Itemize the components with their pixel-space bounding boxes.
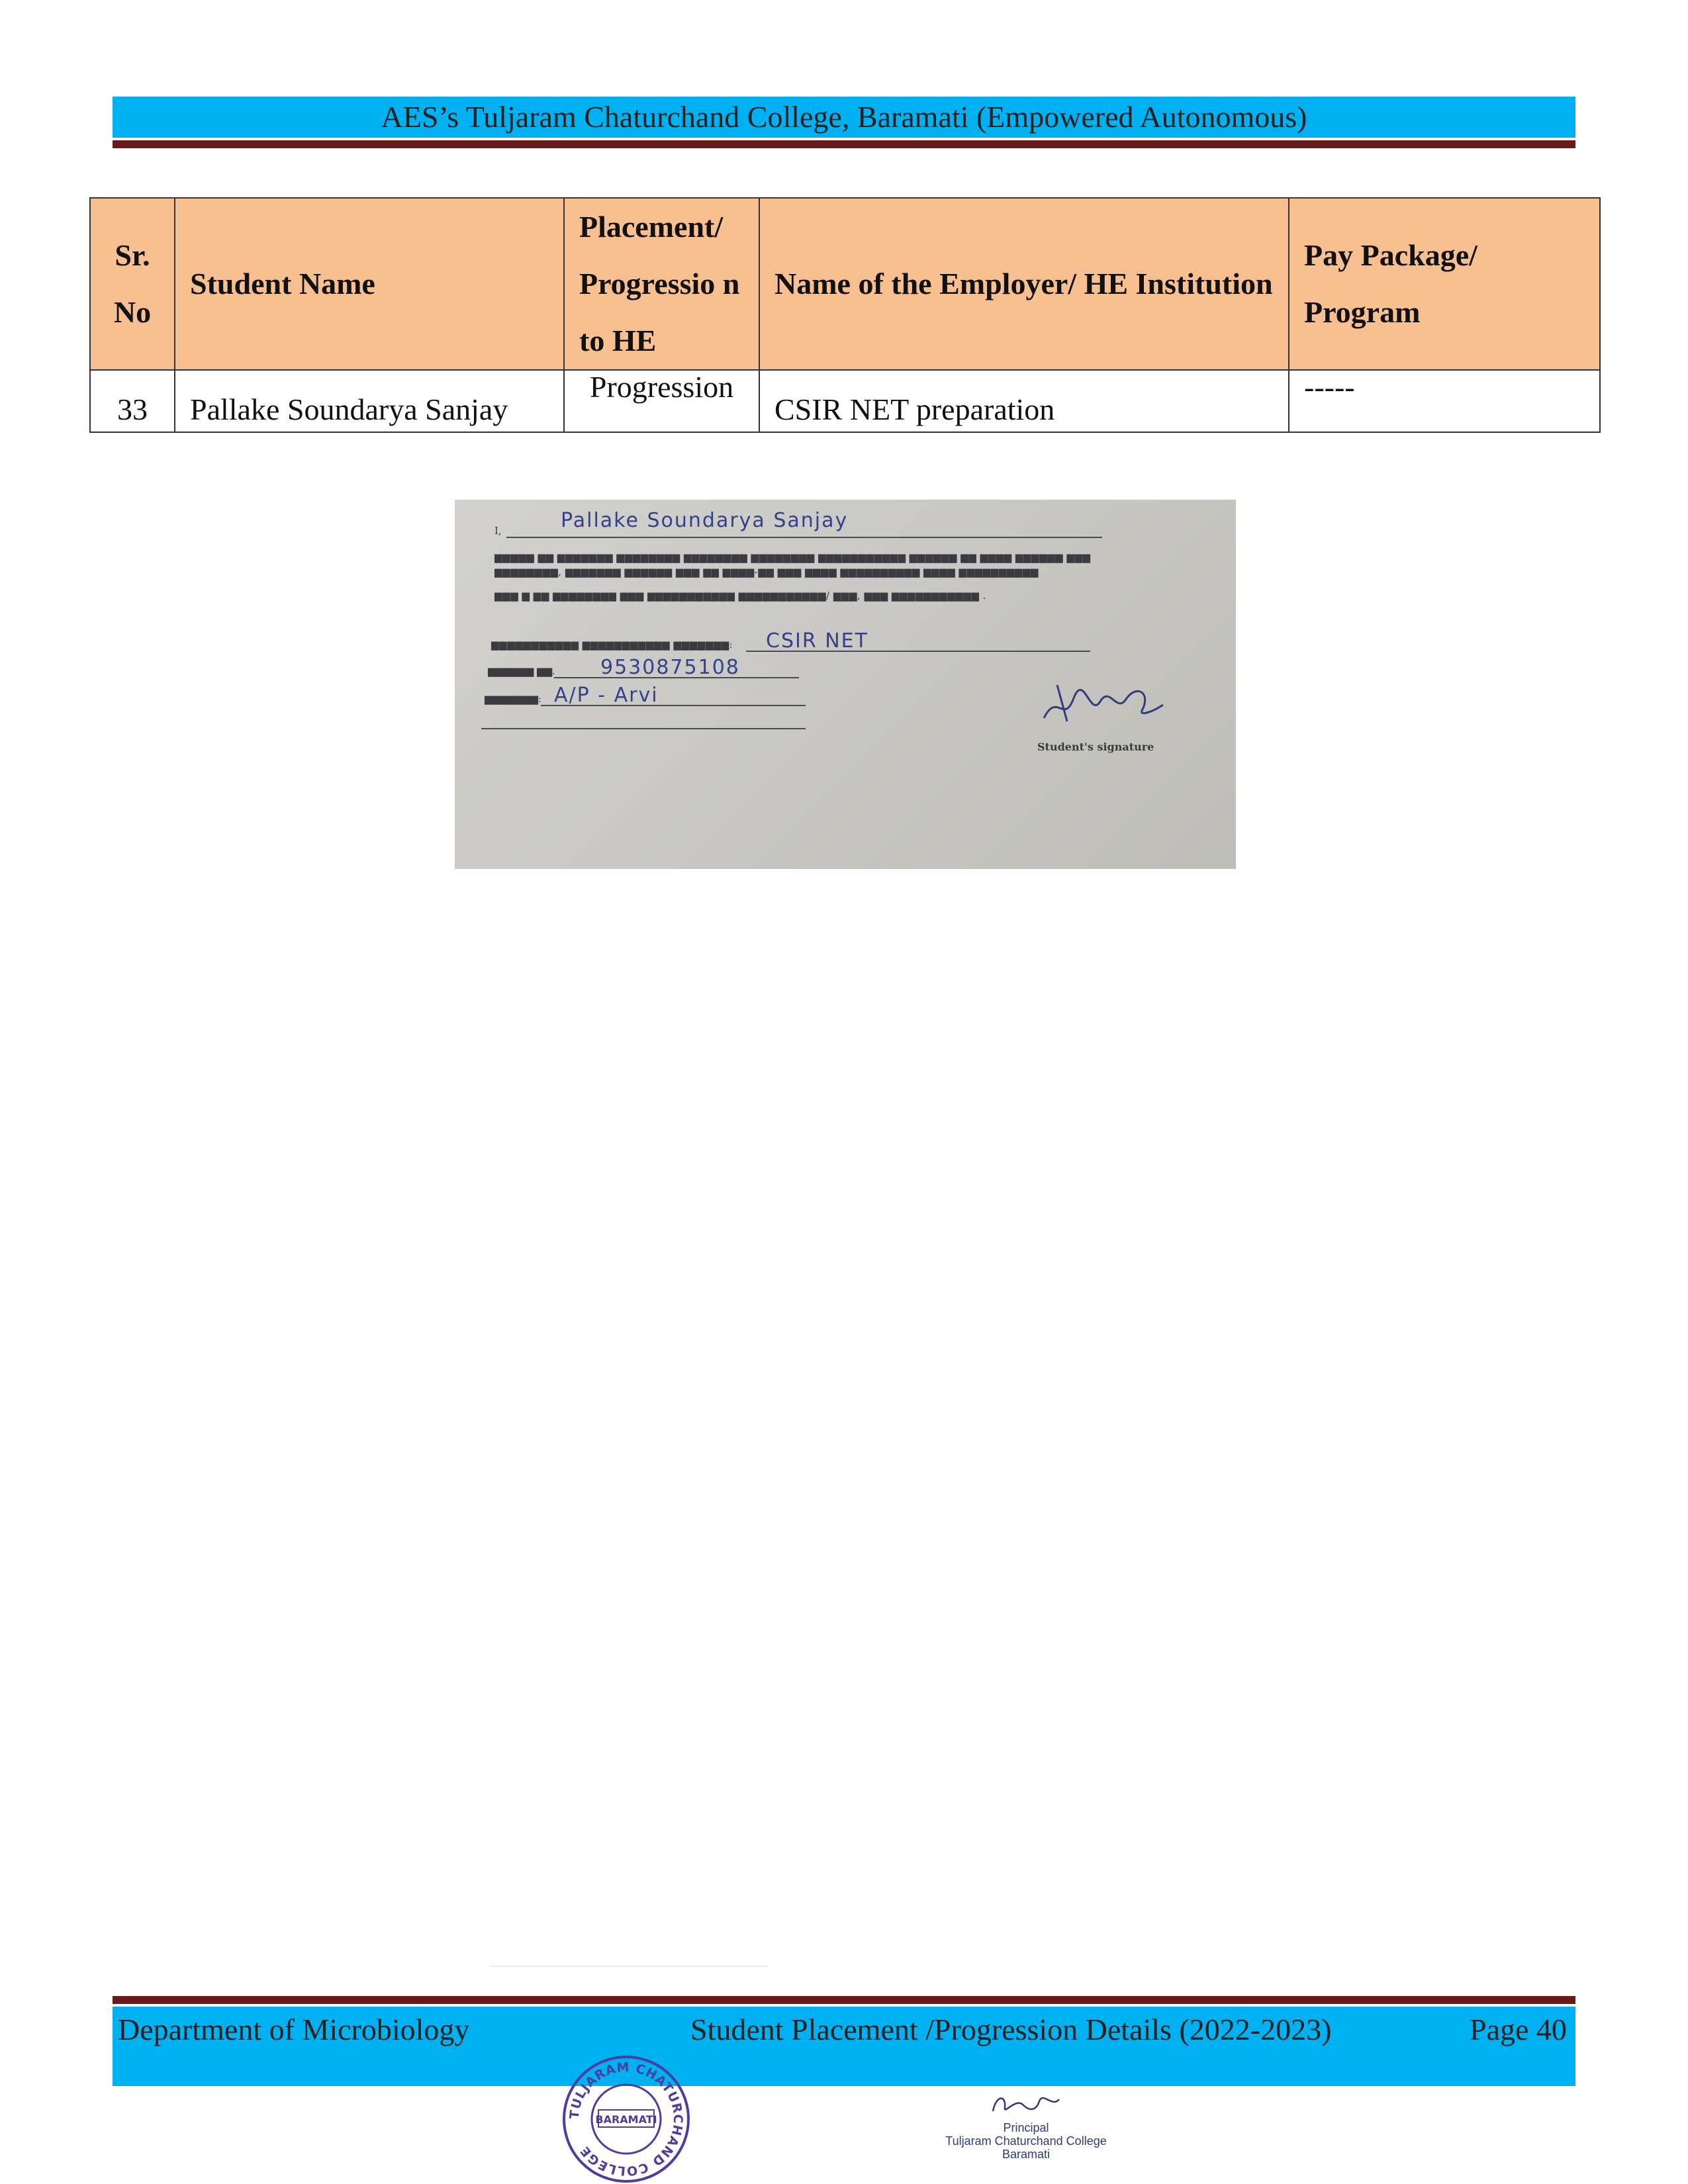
- scan-exam: CSIR NET: [766, 629, 868, 653]
- footer-department: Department of Microbiology: [118, 2013, 470, 2046]
- faint-divider: [490, 1966, 768, 1967]
- student-signature-icon: [1037, 672, 1170, 731]
- principal-title: Principal: [1003, 2121, 1049, 2134]
- stamp-ring-text: TULJARAM CHATURCHAND COLLEGE: [567, 2060, 686, 2179]
- table-header-row: [90, 198, 1600, 370]
- table-row: [90, 370, 1600, 432]
- scan-student-name: Pallake Soundarya Sanjay: [561, 509, 849, 532]
- scan-mobile: 9530875108: [600, 656, 740, 679]
- stamp-center-text: BARAMATI: [595, 2113, 657, 2126]
- footer-divider: [113, 1996, 1575, 2004]
- footer-page-number: Page 40: [1470, 2013, 1567, 2046]
- header-divider: [113, 140, 1575, 148]
- principal-college: Tuljaram Chaturchand College: [945, 2134, 1107, 2148]
- cell-sr-no: 33: [90, 370, 175, 432]
- principal-signature-block: [940, 2091, 1112, 2161]
- page-header: AES’s Tuljaram Chaturchand College, Baramati (Empowered Autonomous): [113, 97, 1575, 138]
- scan-address: A/P - Arvi: [554, 684, 659, 707]
- principal-signature-icon: [986, 2091, 1066, 2118]
- header-sr-no: Sr. No: [90, 198, 175, 370]
- progression-table: [89, 197, 1601, 433]
- header-employer: Name of the Employer/ HE Institution: [759, 198, 1289, 370]
- header-student-name: Student Name: [175, 198, 564, 370]
- principal-city: Baramati: [1002, 2148, 1051, 2161]
- scan-signature-label: Student's signature: [1037, 741, 1154, 753]
- header-pay: Pay Package/ Program: [1289, 198, 1600, 370]
- cell-student-name: Pallake Soundarya Sanjay: [175, 370, 564, 432]
- header-placement: Placement/ Progressio n to HE: [564, 198, 759, 370]
- declaration-scan-image: I, Pallake Soundarya Sanjay ▆▆▆▆▆ ▆▆ ▆▆▆▆▆▆▆ ▆▆▆▆▆▆▆▆ ▆▆▆▆▆▆▆▆ ▆▆▆▆▆▆▆▆ ▆▆▆▆▆▆▆▆▆▆▆ ▆▆▆▆▆▆ ▆▆ ▆▆▆▆ ▆▆▆▆▆▆ ▆▆▆ ▆▆▆▆▆▆▆▆, ▆▆▆▆▆▆▆ ▆▆▆▆▆▆ ▆▆▆ ▆▆ ▆▆▆▆-▆▆ ▆▆▆ ▆▆▆▆ ▆▆▆▆▆▆▆▆▆▆ ▆▆▆▆ ▆▆▆▆▆▆▆▆▆▆ ▆▆▆ ▆ ▆▆ ▆▆▆▆▆▆▆▆ ▆▆▆ ▆▆▆▆▆▆▆▆▆▆▆ ▆▆▆▆▆▆▆▆▆▆▆/ ▆▆▆, ▆▆▆ ▆▆▆▆▆▆▆▆▆▆▆ . ▆▆▆▆▆▆▆▆▆▆▆ ▆▆▆▆▆▆▆▆▆▆▆ ▆▆▆▆▆▆▆: CSIR NET ▆▆▆▆▆▆ ▆▆. 9530875108 ▆▆▆▆▆▆▆: A/P - Arvi Student's signature: [455, 500, 1236, 869]
- college-stamp-icon: [561, 2054, 691, 2184]
- cell-pay: -----: [1289, 370, 1600, 432]
- footer-title: Student Placement /Progression Details (2022-2023): [690, 2013, 1332, 2046]
- cell-placement: Progression: [564, 370, 759, 432]
- cell-employer: CSIR NET preparation: [759, 370, 1289, 432]
